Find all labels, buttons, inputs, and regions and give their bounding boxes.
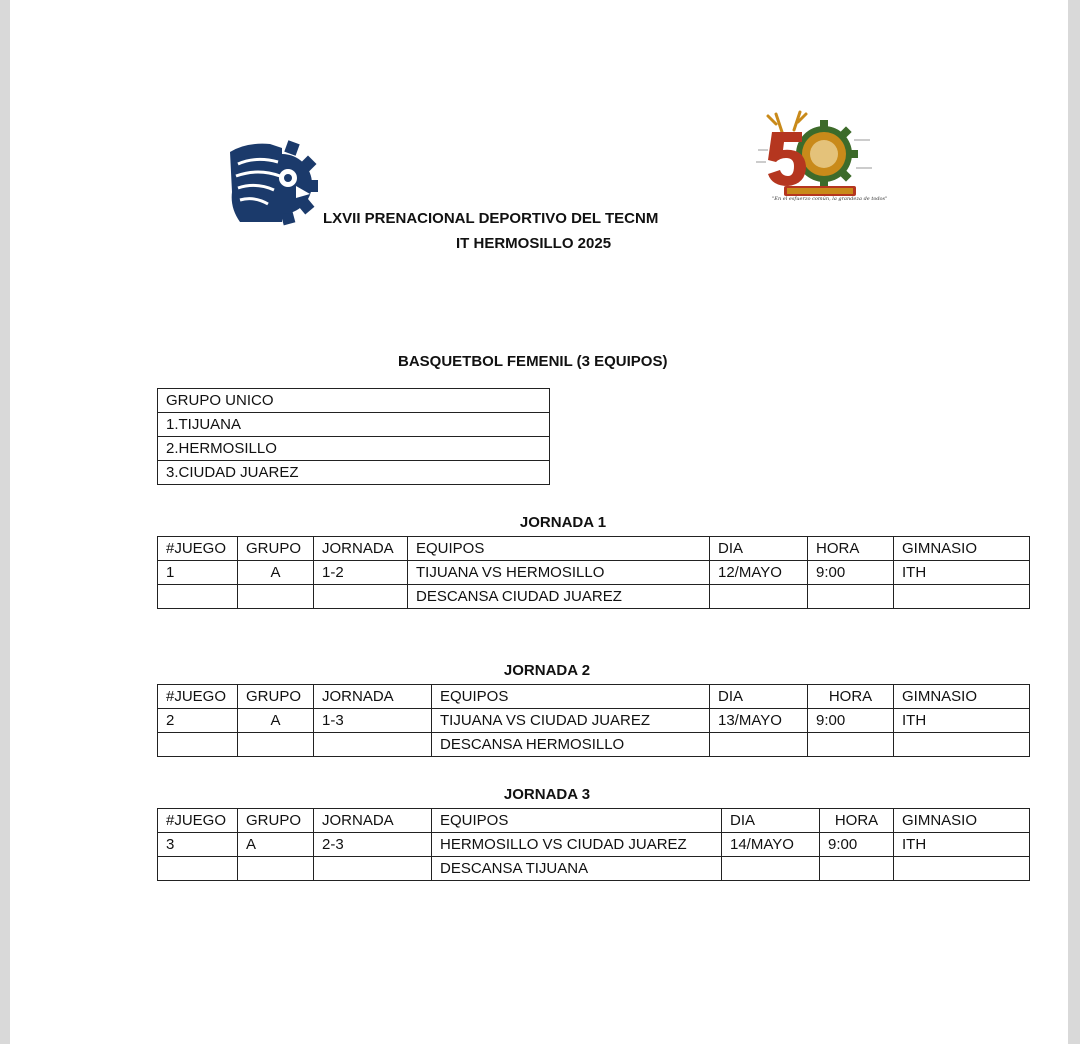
50-aniversario-logo-icon: [754, 110, 876, 208]
event-title: BASQUETBOL FEMENIL (3 EQUIPOS): [398, 353, 668, 370]
col-grupo: GRUPO: [238, 809, 314, 833]
jornada-2-table: [157, 684, 1030, 757]
cell-jornada: 1-3: [314, 709, 432, 733]
cell-dia: 13/MAYO: [710, 709, 808, 733]
table-row: [158, 733, 1030, 757]
table-row: [158, 585, 1030, 609]
document-page: [10, 0, 1068, 1044]
cell-jornada: 1-2: [314, 561, 408, 585]
cell-grupo: A: [238, 561, 314, 585]
cell-dia: 14/MAYO: [722, 833, 820, 857]
cell-hora: 9:00: [808, 709, 894, 733]
col-dia: DIA: [722, 809, 820, 833]
cell-descansa: DESCANSA HERMOSILLO: [432, 733, 710, 757]
col-juego: #JUEGO: [158, 685, 238, 709]
cell-juego: 2: [158, 709, 238, 733]
jornada-title: JORNADA 2: [503, 662, 591, 679]
table-row: [158, 857, 1030, 881]
group-team: 1.TIJUANA: [158, 413, 550, 437]
jornada-title: JORNADA 1: [519, 514, 607, 531]
group-team: 2.HERMOSILLO: [158, 437, 550, 461]
col-dia: DIA: [710, 685, 808, 709]
cell-jornada: 2-3: [314, 833, 432, 857]
col-dia: DIA: [710, 537, 808, 561]
col-juego: #JUEGO: [158, 809, 238, 833]
group-team: 3.CIUDAD JUAREZ: [158, 461, 550, 485]
document-title: LXVII PRENACIONAL DEPORTIVO DEL TECNM: [323, 210, 659, 227]
col-equipos: EQUIPOS: [432, 685, 710, 709]
col-equipos: EQUIPOS: [432, 809, 722, 833]
col-gimnasio: GIMNASIO: [894, 809, 1030, 833]
col-jornada: JORNADA: [314, 685, 432, 709]
group-header: GRUPO UNICO: [158, 389, 550, 413]
table-header-row: [158, 685, 1030, 709]
cell-grupo: A: [238, 709, 314, 733]
document-subtitle: IT HERMOSILLO 2025: [456, 235, 612, 252]
cell-juego: 1: [158, 561, 238, 585]
col-grupo: GRUPO: [238, 537, 314, 561]
table-header-row: [158, 809, 1030, 833]
table-row: [158, 833, 1030, 857]
col-jornada: JORNADA: [314, 537, 408, 561]
jornada-3-table: [157, 808, 1030, 881]
cell-hora: 9:00: [820, 833, 894, 857]
table-row: [158, 561, 1030, 585]
jornada-1-table: [157, 536, 1030, 609]
table-header-row: [158, 537, 1030, 561]
col-hora: HORA: [808, 537, 894, 561]
col-hora: HORA: [820, 809, 894, 833]
col-gimnasio: GIMNASIO: [894, 685, 1030, 709]
col-gimnasio: GIMNASIO: [894, 537, 1030, 561]
jornada-title: JORNADA 3: [503, 786, 591, 803]
cell-equipos: TIJUANA VS CIUDAD JUAREZ: [432, 709, 710, 733]
tecnm-logo-icon: [226, 138, 318, 226]
cell-descansa: DESCANSA CIUDAD JUAREZ: [408, 585, 710, 609]
cell-descansa: DESCANSA TIJUANA: [432, 857, 722, 881]
cell-equipos: TIJUANA VS HERMOSILLO: [408, 561, 710, 585]
cell-dia: 12/MAYO: [710, 561, 808, 585]
col-grupo: GRUPO: [238, 685, 314, 709]
logo-tagline: "En el esfuerzo común, la grandeza de todos": [772, 196, 888, 202]
cell-juego: 3: [158, 833, 238, 857]
cell-hora: 9:00: [808, 561, 894, 585]
col-equipos: EQUIPOS: [408, 537, 710, 561]
cell-gimnasio: ITH: [894, 561, 1030, 585]
table-row: [158, 709, 1030, 733]
cell-gimnasio: ITH: [894, 833, 1030, 857]
col-jornada: JORNADA: [314, 809, 432, 833]
cell-grupo: A: [238, 833, 314, 857]
col-hora: HORA: [808, 685, 894, 709]
group-table: [157, 388, 550, 485]
cell-gimnasio: ITH: [894, 709, 1030, 733]
col-juego: #JUEGO: [158, 537, 238, 561]
cell-equipos: HERMOSILLO VS CIUDAD JUAREZ: [432, 833, 722, 857]
